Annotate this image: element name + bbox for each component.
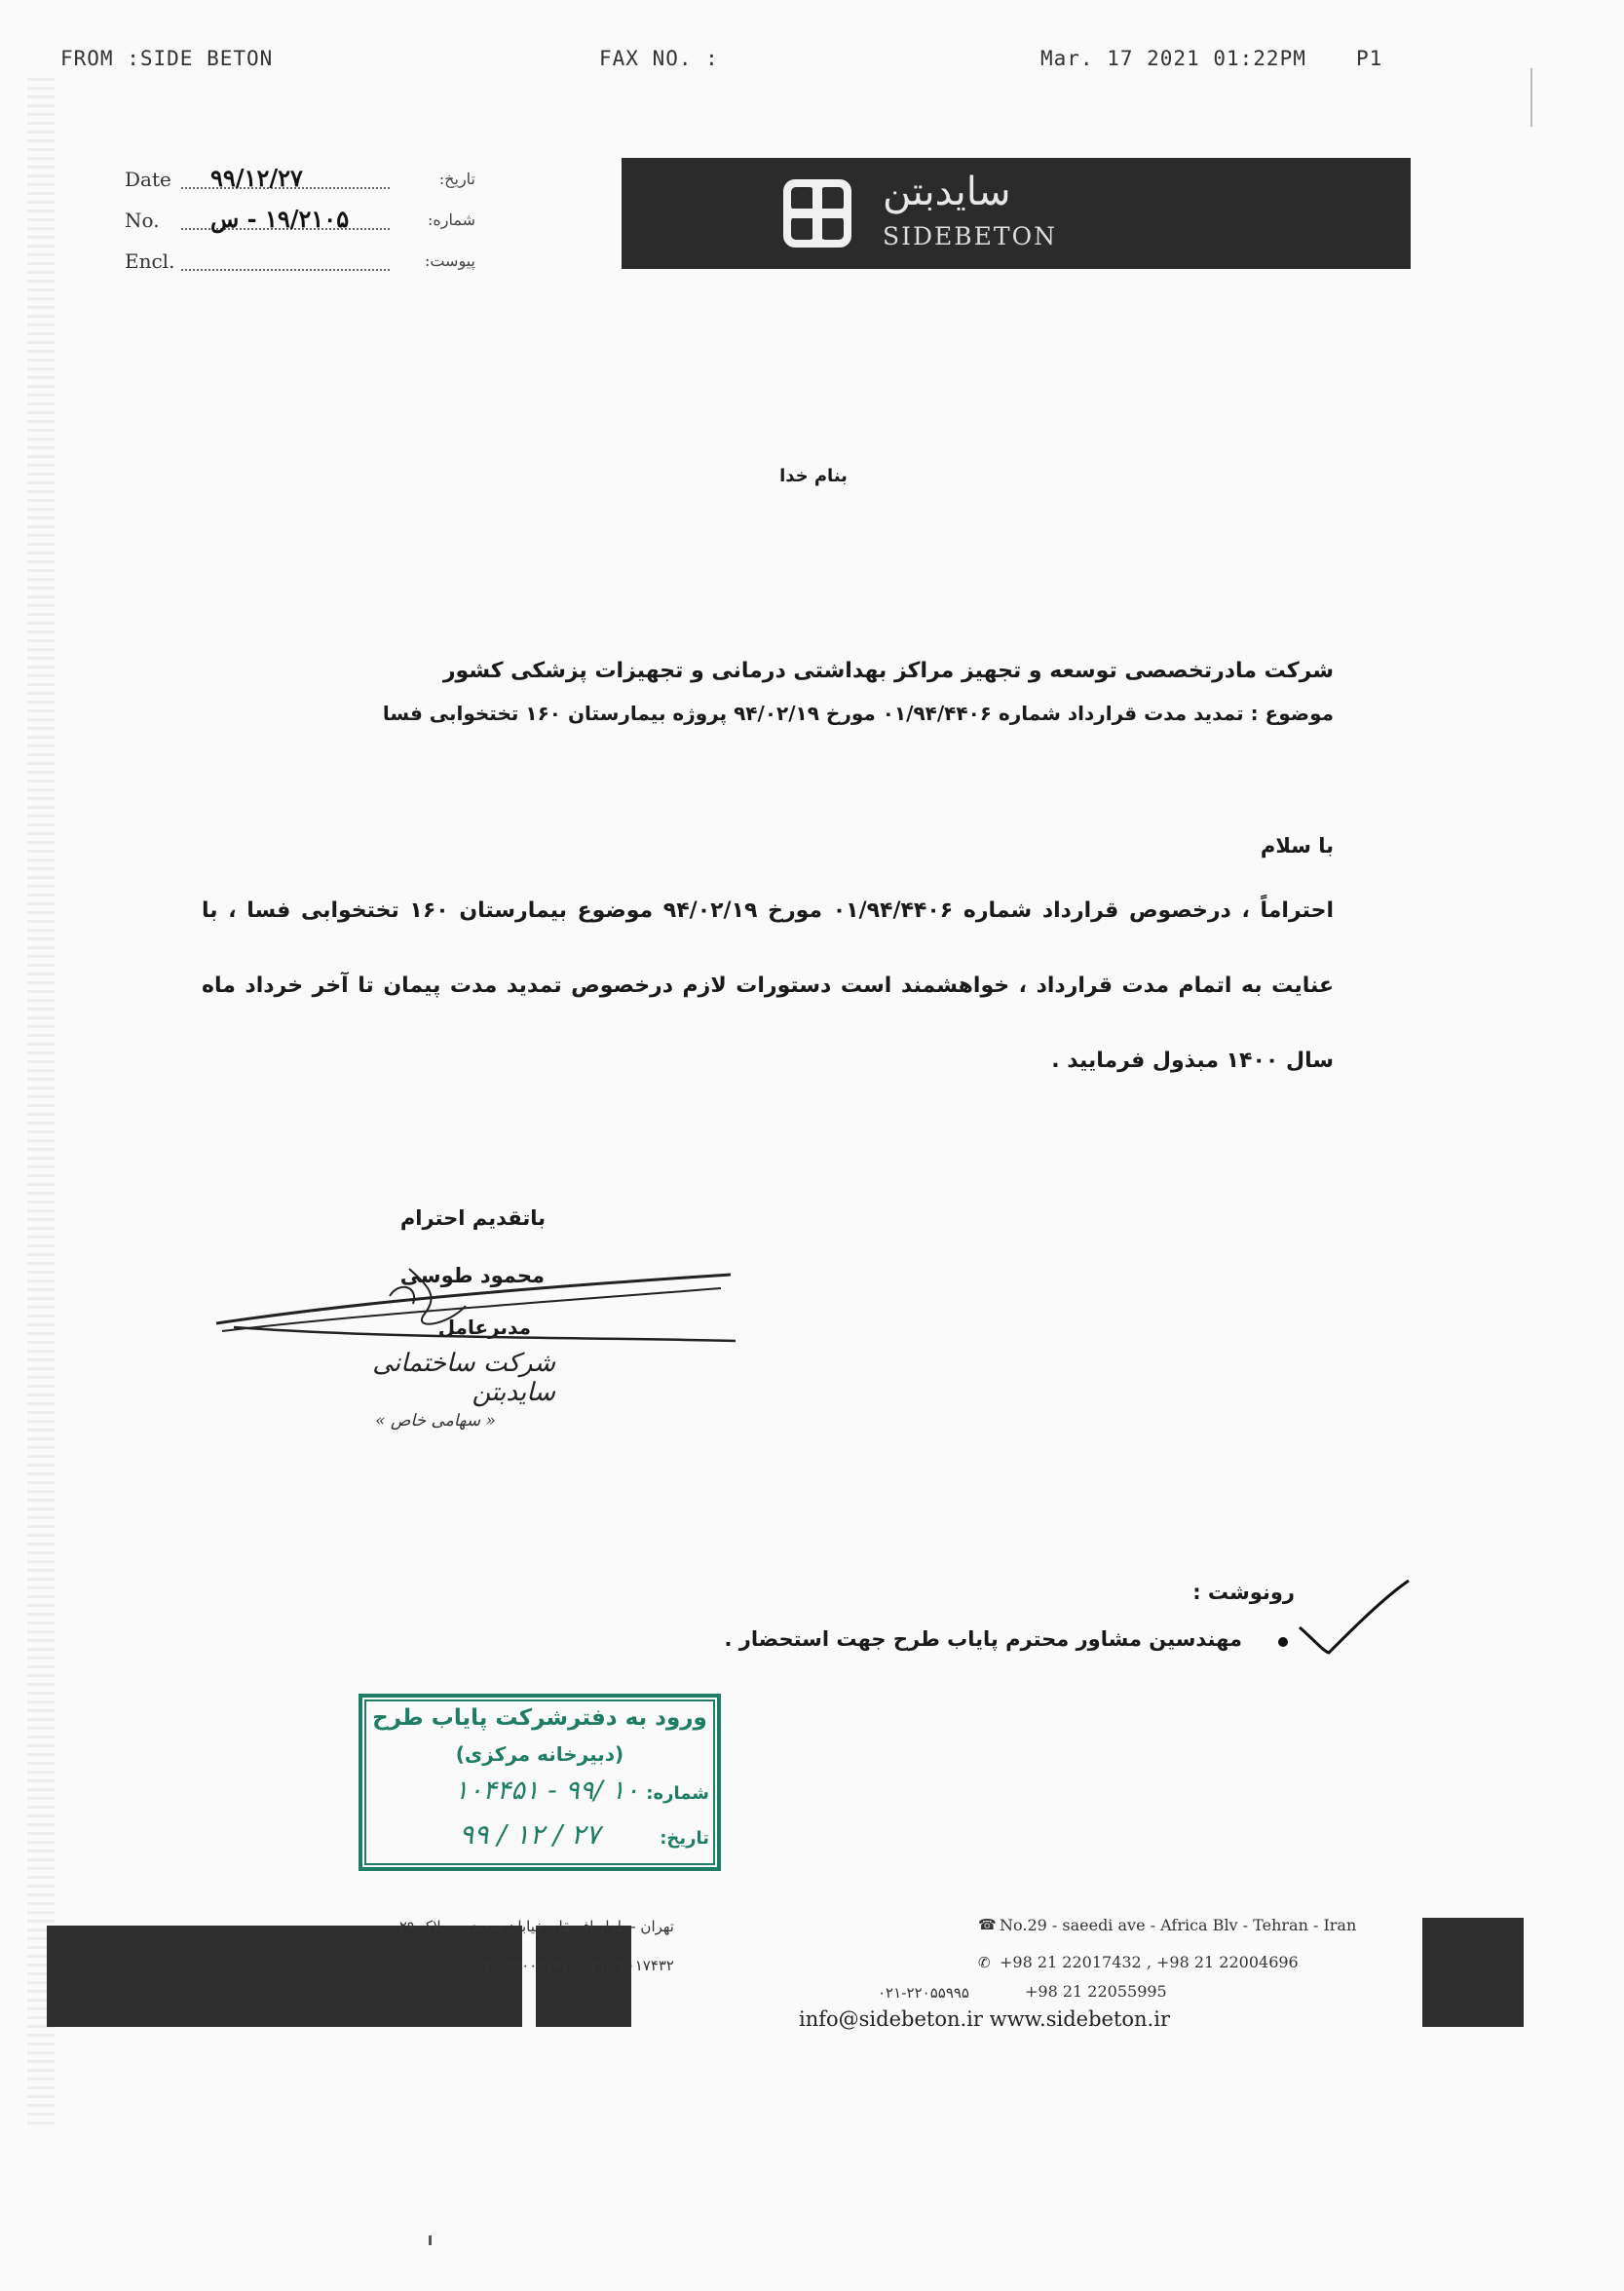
footer-dark-block — [47, 1926, 522, 2027]
company-logo-icon — [783, 179, 851, 248]
signer-title: مدیرعامل — [437, 1316, 531, 1339]
date-value: ۹۹/۱۲/۲۷ — [210, 164, 303, 192]
number-label-fa: شماره: — [427, 210, 475, 229]
footer-fax-en: +98 21 22055995 — [1025, 1982, 1167, 2001]
logo-name-fa: سایدبتن — [883, 170, 1011, 214]
date-label-fa: تاریخ: — [438, 170, 475, 188]
meta-enclosure-row — [125, 246, 475, 285]
checkmark-icon — [1296, 1579, 1413, 1657]
cc-label: رونوشت : — [1192, 1581, 1295, 1604]
cc-recipient: مهندسین مشاور محترم پایاب طرح جهت استحضار . — [724, 1627, 1242, 1651]
receipt-stamp — [359, 1694, 721, 1871]
scan-noise-edge — [27, 78, 55, 2124]
phone-icon: ✆ — [978, 1954, 991, 1971]
footer-fax-fa: ۰۲۱-۲۲۰۵۵۹۹۵ — [877, 1984, 969, 2002]
stamp-date-value: ۹۹ / ۱۲ / ۲۷ — [459, 1818, 600, 1851]
signature-company: شرکت ساختمانی سایدبتن — [372, 1349, 555, 1407]
number-label-en: No. — [125, 209, 160, 232]
fax-from: FROM :SIDE BETON — [60, 47, 274, 70]
footer-phone-en: +98 21 22017432 , +98 21 22004696 — [1000, 1953, 1299, 1971]
scan-mark — [429, 2235, 432, 2245]
stamp-date-label: تاریخ: — [660, 1828, 709, 1849]
logo-name-en: SIDEBETON — [883, 222, 1057, 250]
company-logo-banner — [622, 158, 1411, 269]
bismillah-heading: بنام خدا — [779, 466, 848, 486]
closing-line: باتقدیم احترام — [399, 1206, 546, 1230]
stamp-number-value: ۱۰۴۴۵۱ - ۹۹/ ۱۰ — [454, 1776, 639, 1806]
enclosure-label-fa: پیوست: — [424, 251, 475, 270]
stamp-number-label: شماره: — [646, 1783, 709, 1804]
greeting: با سلام — [1260, 834, 1334, 858]
footer-dark-block — [1422, 1918, 1524, 2027]
bullet-icon — [1278, 1637, 1288, 1647]
fax-datetime: Mar. 17 2021 01:22PM — [1040, 47, 1306, 70]
fax-header — [0, 47, 1624, 80]
signature-note: « سهامی خاص » — [375, 1411, 496, 1431]
fax-page: P1 — [1356, 47, 1383, 70]
dotted-line — [181, 269, 390, 271]
subject-line: موضوع : تمدید مدت قرارداد شماره ۰۱/۹۴/۴۴۰۶ مورخ ۹۴/۰۲/۱۹ پروژه بیمارستان ۱۶۰ تختخوابی فسا — [382, 702, 1334, 725]
footer-address-fa: تهران - بلوار افریقا - خیابان سعیدی ، پلاک ۲۹ — [398, 1918, 674, 1935]
footer-address-en: No.29 - saeedi ave - Africa Blv - Tehran - Iran — [1000, 1916, 1357, 1934]
fax-number: FAX NO. : — [599, 47, 719, 70]
letter-meta — [125, 164, 475, 283]
meta-number-row — [125, 205, 475, 244]
number-value: ۱۹/۲۱۰۵ - س — [210, 205, 350, 233]
signer-name: محمود طوسی — [399, 1264, 545, 1287]
stamp-subtitle: (دبیرخانه مرکزی) — [455, 1742, 624, 1766]
footer-phone-fa: ۰۲۱-۲۲۰۱۷۴۳۲ ، ۰۲۱-۲۲۰۰۴۶۹۶ — [476, 1957, 674, 1974]
footer-dark-block — [536, 1926, 631, 2027]
recipient-line: شرکت مادرتخصصی توسعه و تجهیز مراکز بهداشتی درمانی و تجهیزات پزشکی کشور — [442, 659, 1334, 683]
letter-body: احتراماً ، درخصوص قرارداد شماره ۰۱/۹۴/۴۴۰۶ مورخ ۹۴/۰۲/۱۹ موضوع بیمارستان ۱۶۰ تختخوابی فسا ، با عنایت به اتمام مدت قرارداد ، خواهشمند است دستورات لازم درخصوص تمدید مدت پیمان تا آخر خرداد ماه سال ۱۴۰۰ مبذول فرمایید . — [202, 898, 1334, 1073]
address-icon: ☎ — [978, 1916, 997, 1933]
footer-email-web: info@sidebeton.ir www.sidebeton.ir — [799, 2007, 1170, 2031]
meta-date-row — [125, 164, 475, 203]
enclosure-label-en: Encl. — [125, 249, 175, 273]
stamp-title: ورود به دفترشرکت پایاب طرح — [372, 1705, 707, 1731]
date-label-en: Date — [125, 168, 171, 191]
